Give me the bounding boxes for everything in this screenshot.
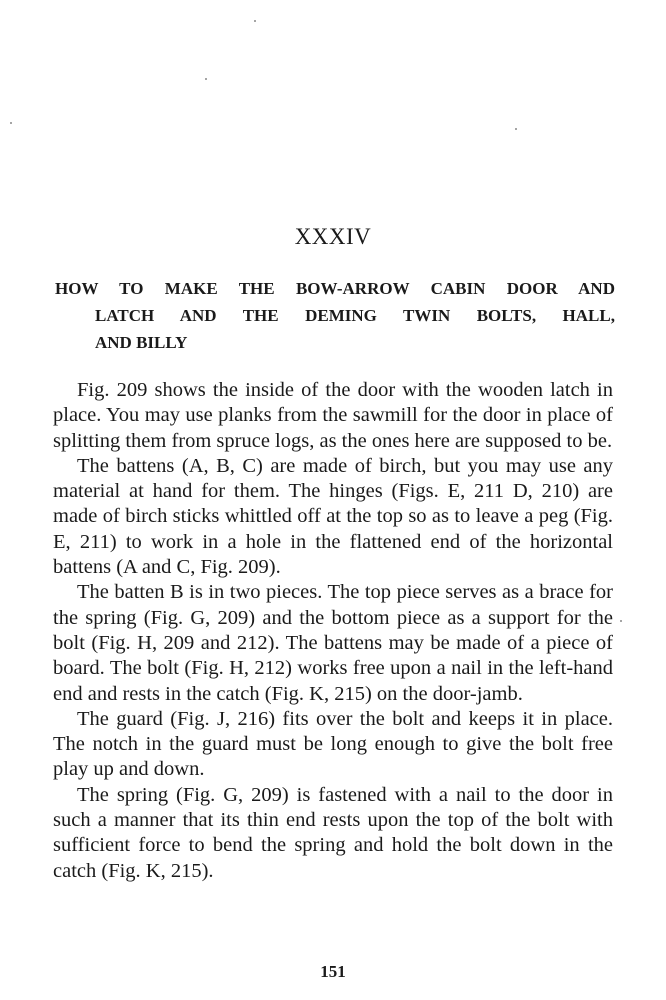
chapter-title — [55, 275, 615, 356]
print-speck — [254, 20, 256, 22]
print-speck — [620, 620, 622, 622]
chapter-title-line: HOW TO MAKE THE BOW-ARROW CABIN DOOR AND — [55, 279, 615, 298]
body-text — [53, 378, 613, 884]
paragraph: The spring (Fig. G, 209) is fastened with a nail to the door in such a manner that its thin end rests upon the top of the bolt with sufficient force to bend the spring and hold the bolt down in the catch (Fig. K, 215). — [53, 783, 613, 882]
print-speck — [515, 128, 517, 130]
paragraph: The guard (Fig. J, 216) fits over the bolt and keeps it in place. The notch in the guard must be long enough to give the bolt free play up and down. — [53, 707, 613, 781]
chapter-number: XXXIV — [294, 224, 372, 249]
chapter-title-line: LATCH AND THE DEMING TWIN BOLTS, HALL, — [95, 306, 615, 325]
paragraph: The battens (A, B, C) are made of birch, but you may use any material at hand for them. The hinges (Figs. E, 211 D, 210) are made of birch sticks whittled off at the top so as to leave a peg (Fig. E, 211) to work in a hole in the flattened end of the horizontal battens (A and C, Fig. 209). — [53, 454, 613, 579]
page-number: 151 — [320, 962, 346, 981]
chapter-title-line: AND BILLY — [95, 333, 188, 352]
print-speck — [205, 78, 207, 80]
paragraph: The batten B is in two pieces. The top piece serves as a brace for the spring (Fig. G, 209) and the bottom piece as a support for the bolt (Fig. H, 209 and 212). The battens may be made of a piece of board. The bolt (Fig. H, 212) works free upon a nail in the left-hand end and rests in the catch (Fig. K, 215) on the door-jamb. — [53, 581, 613, 705]
print-speck — [10, 122, 12, 124]
paragraph: Fig. 209 shows the inside of the door with the wooden latch in place. You may use planks from the sawmill for the door in place of splitting them from spruce logs, as the ones here are supposed to be. — [53, 379, 613, 452]
